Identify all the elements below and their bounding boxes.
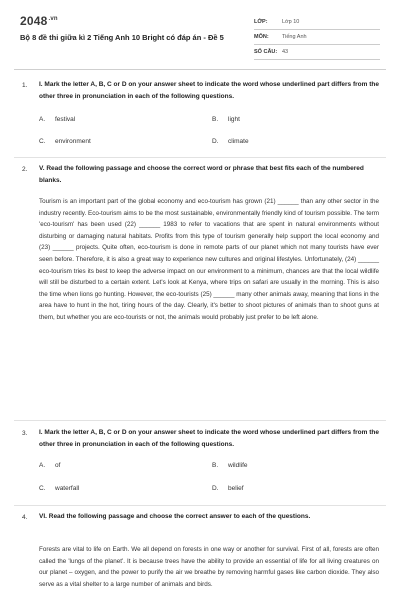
answer-option-d[interactable] (212, 138, 249, 145)
option-letter: D. (212, 485, 219, 492)
page-header (0, 0, 400, 70)
option-letter: C. (39, 485, 46, 492)
option-text: climate (228, 138, 249, 145)
option-text: of (55, 462, 61, 469)
option-text: belief (228, 485, 244, 492)
option-letter: B. (212, 462, 219, 469)
answer-option-b[interactable] (212, 116, 240, 123)
meta-key: MÔN: (254, 34, 269, 40)
answer-option-a[interactable] (39, 116, 75, 123)
option-letter: A. (39, 116, 46, 123)
question-divider (14, 505, 386, 506)
answer-option-b[interactable] (212, 462, 248, 469)
answer-option-c[interactable] (39, 138, 91, 145)
question-divider (14, 420, 386, 421)
question-number: 3. (22, 430, 28, 437)
meta-value: Tiếng Anh (282, 34, 307, 40)
question-instruction: VI. Read the following passage and choose the correct answer to each of the questions. (39, 513, 311, 520)
question-instruction: I. Mark the letter A, B, C or D on your answer sheet to indicate the word whose underlined part differs from the other three in pronunciation in each of the following questions. (39, 429, 379, 448)
question-instruction: V. Read the following passage and choose the correct word or phrase that best fits each of the numbered blanks. (39, 165, 364, 184)
meta-value: Lớp 10 (282, 19, 300, 25)
option-letter: C. (39, 138, 46, 145)
answer-option-a[interactable] (39, 462, 60, 469)
option-text: festival (55, 116, 76, 123)
meta-value: 43 (282, 49, 289, 55)
meta-key: SỐ CÂU: (254, 49, 278, 55)
reading-passage: Forests are vital to life on Earth. We all depend on forests in one way or another for survival. First of all, forests are often called the 'lungs of the planet'. It is because trees have the ability to provide an essential of life for all living creatures on our planet – oxygen, and the power to purify the air we breathe by removing harmful gases like carbon dioxide. They also serve as a vital shelter to a large number of animals and birds. (39, 546, 379, 588)
question-divider (14, 157, 386, 158)
answer-option-c[interactable] (39, 485, 79, 492)
logo-main-text: 2048 (20, 14, 48, 28)
site-logo[interactable] (20, 14, 58, 28)
question-number: 2. (22, 166, 28, 173)
question-instruction: I. Mark the letter A, B, C or D on your answer sheet to indicate the word whose underlined part differs from the other three in pronunciation in each of the following questions. (39, 81, 379, 100)
document-title: Bộ 8 đề thi giữa kì 2 Tiếng Anh 10 Bright có đáp án - Đề 5 (20, 33, 224, 42)
meta-row-question-count (254, 45, 380, 60)
header-divider (14, 69, 386, 70)
option-letter: A. (39, 462, 46, 469)
meta-row-subject (254, 30, 380, 45)
option-letter: D. (212, 138, 219, 145)
option-text: environment (55, 138, 91, 145)
meta-row-class (254, 15, 380, 30)
logo-sub-text: .vn (48, 16, 58, 22)
option-letter: B. (212, 116, 219, 123)
question-number: 4. (22, 514, 28, 521)
meta-key: LỚP: (254, 19, 268, 25)
reading-passage: Tourism is an important part of the global economy and eco-tourism has grown (21) ______ than any other sector in the industry recently. Eco-tourism aims to be the most sustainable, environmentally friendly kind of tourism possible. The term 'eco-tourism' has been used (22) ______ 1983 to refer to vacations that are spent in natural environments without disturbing or damaging natural habitats. Profits from this type of tourism generally help support the local economy and (23) ______ projects. Quite often, eco-tourism is done in remote parts of our planet which not many tourists have ever seen before. Therefore, it is also a great way to experience new cultures and original lifestyles. Unfortunately, (24) ______ eco-tourism tries its best to keep the adverse impact on our environment to a minimum, chances are that the local wildlife will still be disturbed to a certain extent. Let's look at Kenya, where trips on safari are usually in the morning. This is also the time when lions go hunting. However, the eco-tourists (25) ______ many other animals away, meaning that lions in the area have to hunt in the hot, tiring hours of the day. Clearly, it's better to shoot pictures of animals than to shoot guns at them, but whether you are eco-tourists or not, the animals would probably just prefer to be left alone. (39, 198, 379, 321)
meta-table (254, 15, 380, 60)
option-text: waterfall (55, 485, 80, 492)
option-text: wildlife (228, 462, 248, 469)
option-text: light (228, 116, 240, 123)
answer-option-d[interactable] (212, 485, 244, 492)
question-number: 1. (22, 82, 28, 89)
